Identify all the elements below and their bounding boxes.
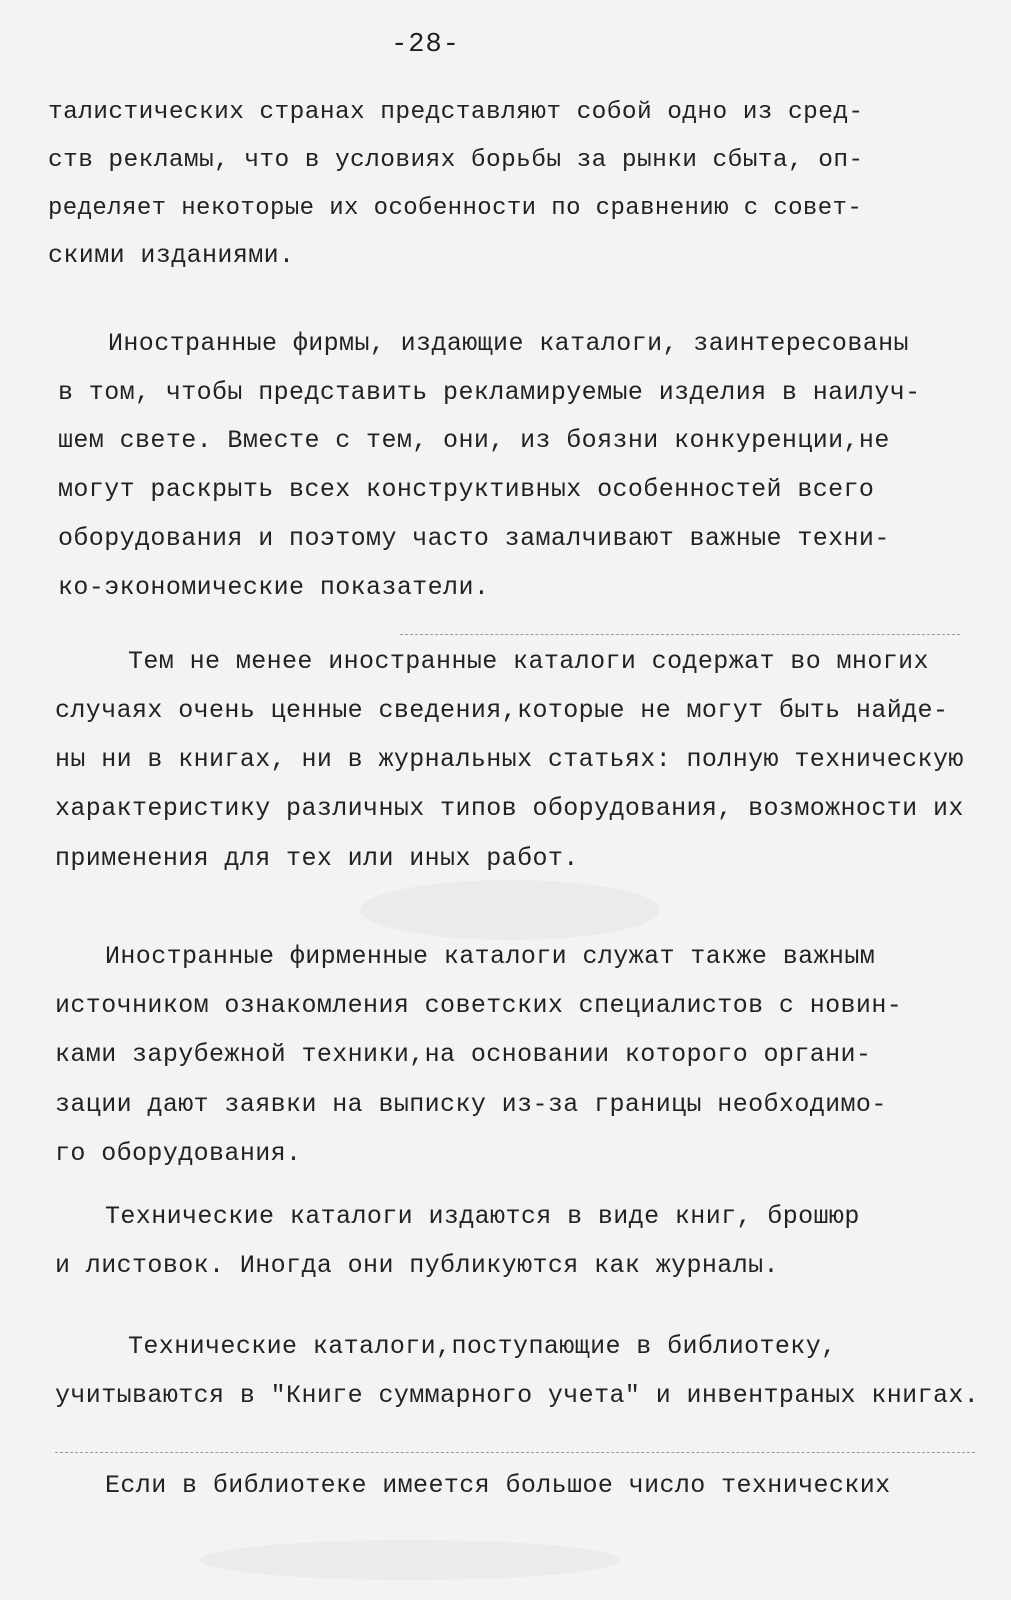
text-line: случаях очень ценные сведения,которые не могут быть найде- — [55, 696, 949, 725]
text-line: учитываются в "Книге суммарного учета" и инвентраных книгах. — [55, 1381, 980, 1410]
text-line: характеристику различных типов оборудования, возможности их — [55, 794, 964, 823]
text-line: оборудования и поэтому часто замалчивают важные техни- — [58, 524, 890, 553]
page-number: -28- — [391, 30, 460, 60]
text-line: Иностранные фирмы, издающие каталоги, заинтересованы — [108, 329, 909, 358]
text-line: зации дают заявки на выписку из-за границы необходимо- — [55, 1090, 887, 1119]
text-line: го оборудования. — [55, 1139, 302, 1168]
text-line: могут раскрыть всех конструктивных особенностей всего — [58, 475, 875, 504]
text-line: Технические каталоги издаются в виде книг, брошюр — [105, 1202, 860, 1231]
text-line: источником ознакомления советских специалистов с новин- — [55, 991, 903, 1020]
text-line: применения для тех или иных работ. — [55, 844, 579, 873]
text-line: ны ни в книгах, ни в журнальных статьях: полную техническую — [55, 745, 964, 774]
text-line: скими изданиями. — [48, 241, 295, 270]
text-line: ко-экономические показатели. — [58, 573, 490, 602]
text-line: талистических странах представляют собой одно из сред- — [48, 99, 864, 126]
paper-smudge — [200, 1540, 620, 1580]
text-line: в том, чтобы представить рекламируемые изделия в наилуч- — [58, 378, 921, 407]
divider-line — [400, 634, 960, 635]
text-line: Тем не менее иностранные каталоги содержат во многих — [128, 647, 929, 676]
text-line: и листовок. Иногда они публикуются как журналы. — [55, 1251, 779, 1280]
text-line: ств рекламы, что в условиях борьбы за рынки сбыта, оп- — [48, 147, 864, 174]
text-line: Если в библиотеке имеется большое число технических — [105, 1471, 891, 1500]
text-line: ределяет некоторые их особенности по сравнению с совет- — [48, 195, 863, 222]
text-line: Иностранные фирменные каталоги служат также важным — [105, 942, 876, 971]
paper-smudge — [360, 880, 660, 940]
text-line: Технические каталоги,поступающие в библиотеку, — [128, 1332, 837, 1361]
text-line: шем свете. Вместе с тем, они, из боязни конкуренции,не — [58, 426, 890, 455]
divider-line — [55, 1452, 975, 1453]
text-line: ками зарубежной техники,на основании которого органи- — [55, 1040, 872, 1069]
